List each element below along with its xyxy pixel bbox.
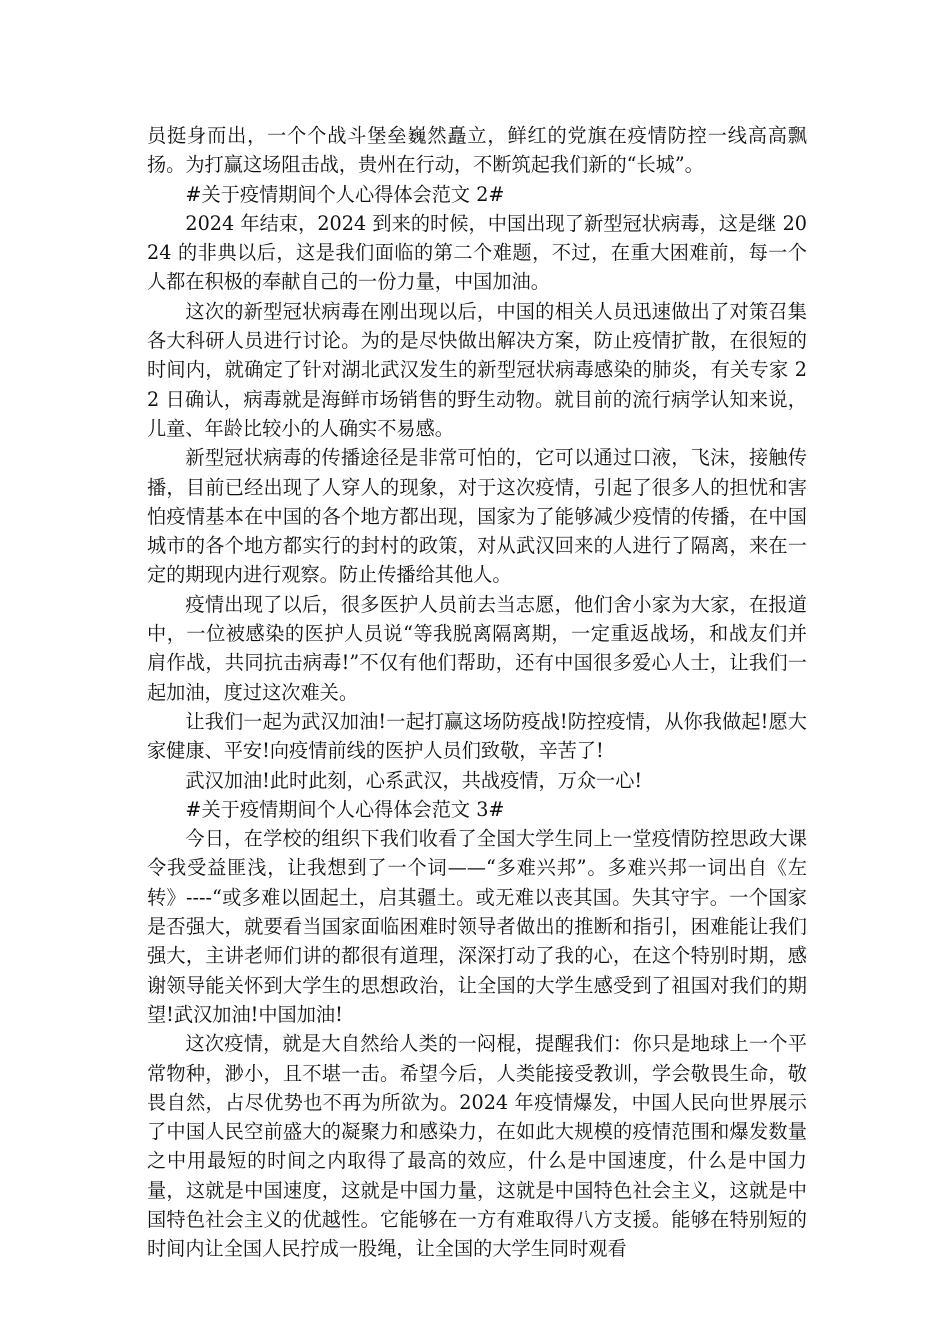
paragraph-continuation: 员挺身而出，一个个战斗堡垒巍然矗立，鲜红的党旗在疫情防控一线高高飘扬。为打赢这场阻击战，贵州在行动，不断筑起我们新的“长城”。: [147, 124, 807, 177]
paragraph: 这次疫情，就是大自然给人类的一闷棍，提醒我们：你只是地球上一个平常物种，渺小，且不堪一击。希望今后，人类能接受教训，学会敬畏生命，敬畏自然，占尽优势也不再为所欲为。2024 年疫情爆发，中国人民向世界展示了中国人民空前盛大的凝聚力和感染力，在如此大规模的疫情范围和爆发数量之中用最短的时间之内取得了最高的效应，什么是中国速度，什么是中国力量，这就是中国速度，这就是中国力量，这就是中国特色社会主义，这就是中国特色社会主义的优越性。它能够在一方有难取得八方支援。能够在特别短的时间内让全国人民拧成一股绳，让全国的大学生同时观看: [147, 1032, 807, 1261]
document-body: [147, 121, 807, 1264]
paragraph: 2024 年结束，2024 到来的时候，中国出现了新型冠状病毒，这是继 2024 的非典以后，这是我们面临的第二个难题，不过，在重大困难前，每一个人都在积极的奉献自己的一份力量，中国加油。: [147, 211, 807, 294]
paragraph: 让我们一起为武汉加油!一起打赢这场防疫战!防控疫情，从你我做起!愿大家健康、平安!向疫情前线的医护人员们致敬，辛苦了!: [147, 709, 807, 763]
section-heading-2: #关于疫情期间个人心得体会范文 2#: [185, 182, 505, 206]
paragraph: 这次的新型冠状病毒在刚出现以后，中国的相关人员迅速做出了对策召集各大科研人员进行讨论。为的是尽快做出解决方案，防止疫情扩散，在很短的时间内，就确定了针对湖北武汉发生的新型冠状病毒感染的肺炎，有关专家 22 日确认，病毒就是海鲜市场销售的野生动物。就目前的流行病学认知来说，儿童、年龄比较小的人确实不易感。: [147, 299, 807, 440]
paragraph: 新型冠状病毒的传播途径是非常可怕的，它可以通过口液，飞沫，接触传播，目前已经出现了人穿人的现象，对于这次疫情，引起了很多人的担忧和害怕疫情基本在中国的各个地方都出现，国家为了能够减少疫情的传播，在中国城市的各个地方都实行的封村的政策，对从武汉回来的人进行了隔离，来在一定的期现内进行观察。防止传播给其他人。: [147, 446, 807, 587]
section-heading-3: #关于疫情期间个人心得体会范文 3#: [185, 797, 505, 821]
paragraph: 今日，在学校的组织下我们收看了全国大学生同上一堂疫情防控思政大课令我受益匪浅，让我想到了一个词——“多难兴邦”。多难兴邦一词出自《左转》----“或多难以固起土，启其疆土。或无难以丧其国。失其守宇。一个国家是否强大，就要看当国家面临困难时领导者做出的推断和指引，困难能让我们强大，主讲老师们讲的都很有道理，深深打动了我的心，在这个特别时期，感谢领导能关怀到大学生的思想政治，让全国的大学生感受到了祖国对我们的期望!武汉加油!中国加油!: [147, 827, 807, 1026]
paragraph: 疫情出现了以后，很多医护人员前去当志愿，他们舍小家为大家，在报道中，一位被感染的医护人员说“等我脱离隔离期，一定重返战场，和战友们并肩作战，共同抗击病毒!”不仅有他们帮助，还有中国很多爱心人士，让我们一起加油，度过这次难关。: [147, 592, 807, 704]
paragraph: 武汉加油!此时此刻，心系武汉，共战疫情，万众一心!: [185, 768, 643, 792]
